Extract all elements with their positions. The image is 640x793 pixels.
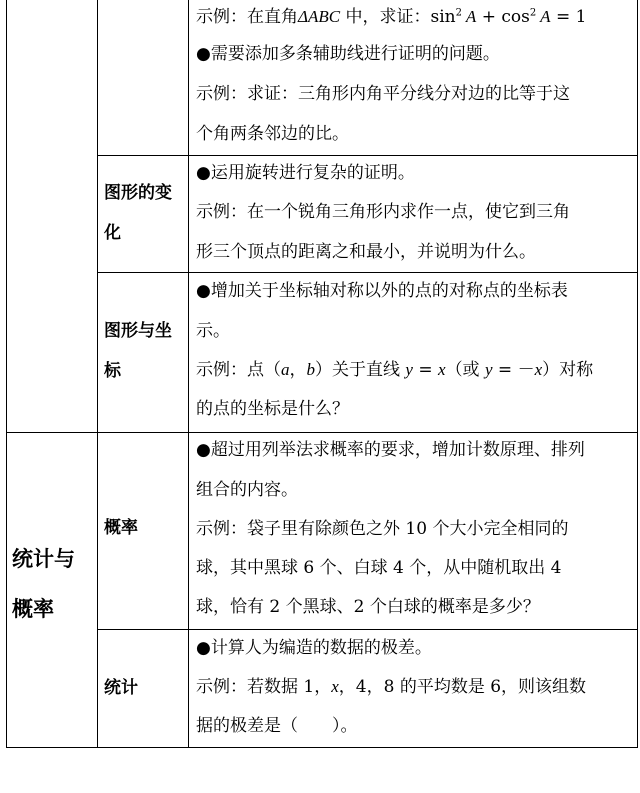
sub-category-label: 概率 [104, 518, 138, 538]
content-line: 示。 [196, 321, 230, 341]
content-line: ●超过用列举法求概率的要求，增加计数原理、排列 [196, 440, 585, 460]
content-line: 示例：若数据 1，x，4，8 的平均数是 6，则该组数 [196, 677, 587, 697]
content-line: 个角两条邻边的比。 [196, 124, 349, 144]
content-line: 的点的坐标是什么？ [196, 399, 349, 419]
row-divider [6, 432, 638, 433]
content-line: 球，其中黑球 6 个、白球 4 个，从中随机取出 4 [196, 558, 562, 578]
content-line: 据的极差是（ ）。 [196, 716, 358, 736]
sub-category-label: 化 [104, 223, 121, 243]
content-line: ●计算人为编造的数据的极差。 [196, 638, 432, 658]
row-divider [97, 155, 638, 156]
table-border-bottom [6, 747, 638, 748]
content-line: 球，恰有 2 个黑球、2 个白球的概率是多少？ [196, 597, 540, 617]
main-category-label: 概率 [12, 597, 54, 621]
content-line: 示例：点（a，b）关于直线 y = x（或 y = －x）对称 [196, 360, 594, 380]
content-line: 示例：在直角ΔABC 中，求证：$\sin^2 A + \cos^2 A = 1$ [196, 7, 587, 27]
table-border-right [637, 0, 638, 748]
content-line: 示例：在一个锐角三角形内求作一点，使它到三角 [196, 202, 570, 222]
table-border-left [6, 0, 7, 748]
content-line: 示例：袋子里有除颜色之外 10 个大小完全相同的 [196, 519, 569, 539]
content-line: ●运用旋转进行复杂的证明。 [196, 163, 415, 183]
main-category-label: 统计与 [12, 547, 75, 571]
table-border-col2 [188, 0, 189, 748]
content-line: 形三个顶点的距离之和最小，并说明为什么。 [196, 242, 536, 262]
sub-category-label: 统计 [104, 678, 138, 698]
content-line: ●需要添加多条辅助线进行证明的问题。 [196, 44, 500, 64]
content-line: ●增加关于坐标轴对称以外的点的对称点的坐标表 [196, 281, 568, 301]
row-divider [97, 272, 638, 273]
row-divider [97, 629, 638, 630]
sub-category-label: 图形的变 [104, 183, 172, 203]
table-border-col1 [97, 0, 98, 748]
sub-category-label: 标 [104, 361, 121, 381]
content-line: 组合的内容。 [196, 480, 298, 500]
content-line: 示例：求证：三角形内角平分线分对边的比等于这 [196, 84, 570, 104]
sub-category-label: 图形与坐 [104, 321, 172, 341]
